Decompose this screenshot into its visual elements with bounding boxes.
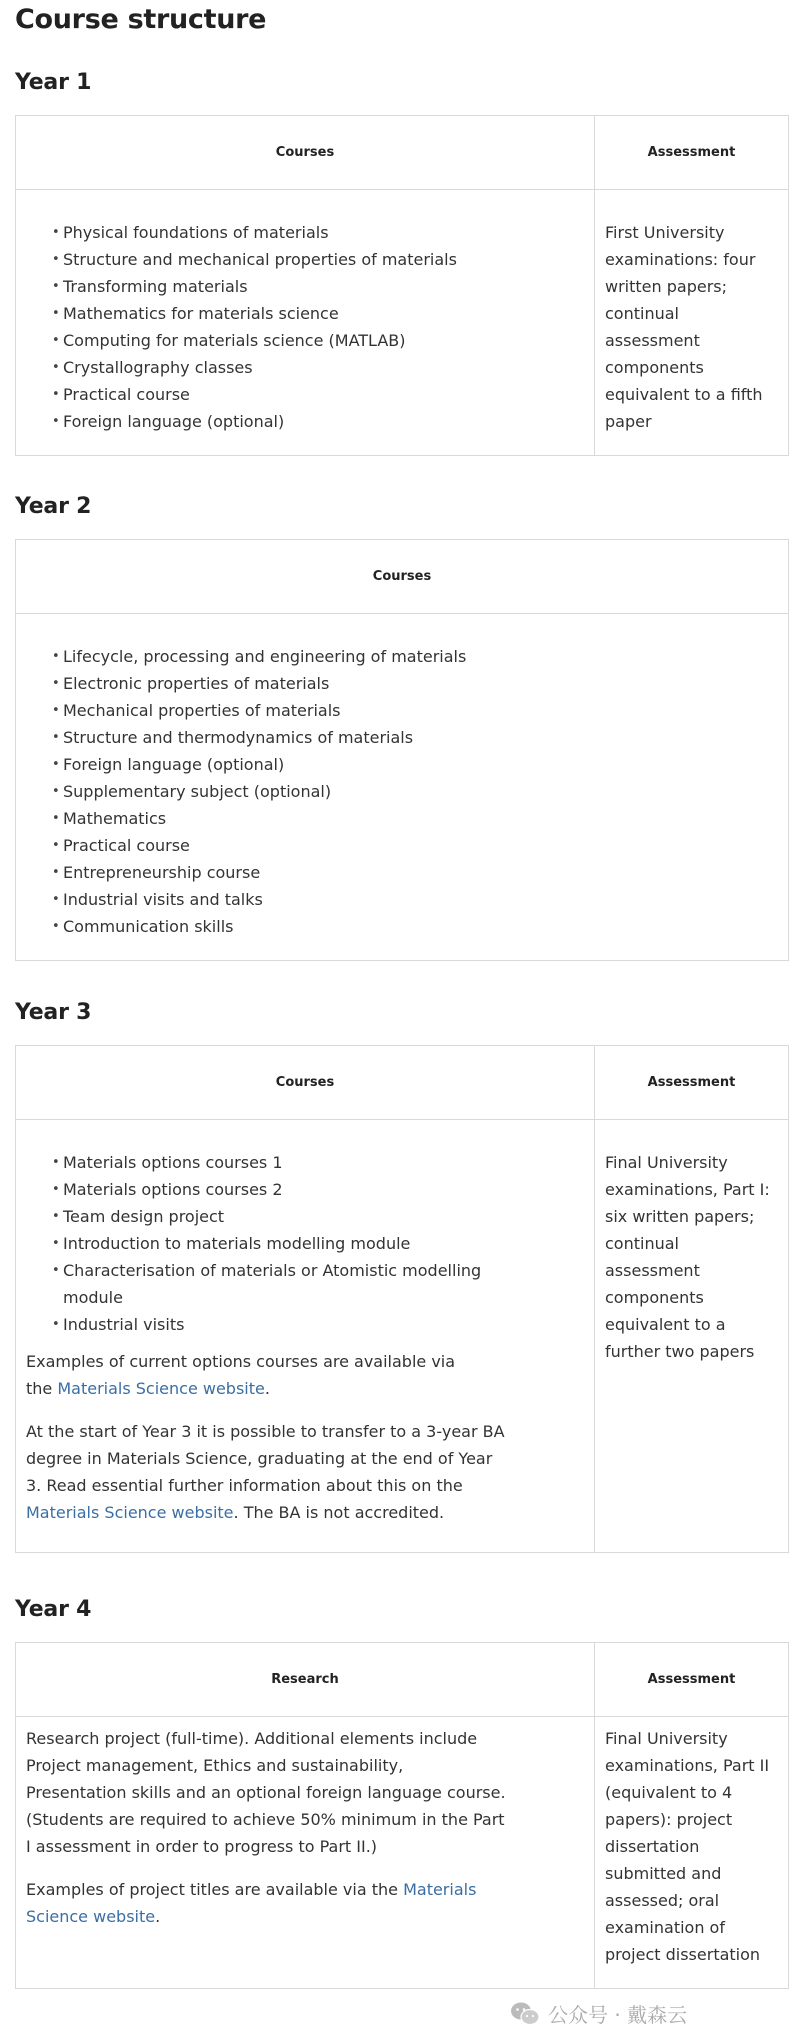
options-note — [26, 1348, 466, 1402]
course-item: • Crystallography classes — [52, 354, 584, 381]
course-item: • Mathematics for materials science — [52, 300, 584, 327]
course-item: • Materials options courses 1 — [52, 1149, 512, 1176]
course-item: • Industrial visits and talks — [52, 886, 778, 913]
year-4-heading: Year 4 — [15, 1597, 92, 1622]
course-item: • Physical foundations of materials — [52, 219, 584, 246]
courses-header: Courses — [16, 116, 595, 190]
course-item: • Communication skills — [52, 913, 778, 940]
courses-cell — [16, 190, 595, 456]
course-list — [26, 219, 584, 435]
course-item: • Computing for materials science (MATLAB) — [52, 327, 584, 354]
course-item: • Structure and thermodynamics of materials — [52, 724, 778, 751]
course-item: • Mathematics — [52, 805, 778, 832]
course-item: • Electronic properties of materials — [52, 670, 778, 697]
year-3-heading: Year 3 — [15, 1000, 92, 1025]
materials-science-link[interactable]: Materials Science website — [26, 1880, 477, 1926]
course-item: • Introduction to materials modelling module — [52, 1230, 512, 1257]
watermark-text: 公众号 · 戴森云 — [548, 2003, 688, 2027]
course-item: • Mechanical properties of materials — [52, 697, 778, 724]
project-examples-note — [26, 1876, 486, 1930]
course-item: • Foreign language (optional) — [52, 751, 778, 778]
assessment-header: Assessment — [595, 1643, 789, 1717]
research-header: Research — [16, 1643, 595, 1717]
project-examples-end: . — [155, 1907, 161, 1926]
assessment-header: Assessment — [595, 116, 789, 190]
watermark — [510, 1999, 687, 2028]
project-examples-text: Examples of project titles are available via the — [26, 1880, 404, 1899]
materials-science-link[interactable]: Materials Science website — [26, 1503, 234, 1522]
course-item: • Transforming materials — [52, 273, 584, 300]
options-note-end: . — [264, 1379, 270, 1398]
course-item: • Industrial visits — [52, 1311, 512, 1338]
page-title: Course structure — [15, 4, 267, 35]
year-4-table — [15, 1642, 789, 1989]
course-item: • Structure and mechanical properties of materials — [52, 246, 584, 273]
ba-transfer-text: At the start of Year 3 it is possible to transfer to a 3-year BA degree in Materials Science, graduating at the end of Year 3. Read essential further information about this on the — [26, 1422, 505, 1495]
assessment-cell: First University examinations: four written papers; continual assessment components equivalent to a fifth paper — [595, 190, 789, 456]
course-list — [26, 643, 778, 940]
year-1-table — [15, 115, 789, 456]
courses-cell — [16, 614, 789, 961]
course-item: • Team design project — [52, 1203, 512, 1230]
year-1-heading: Year 1 — [15, 70, 92, 95]
course-item: • Foreign language (optional) — [52, 408, 584, 435]
course-item: • Characterisation of materials or Atomistic modelling module — [52, 1257, 512, 1311]
options-note-text: Examples of current options courses are available via the — [26, 1352, 456, 1398]
materials-science-link[interactable]: Materials Science website — [57, 1379, 265, 1398]
course-list — [26, 1149, 512, 1338]
courses-header: Courses — [16, 1046, 595, 1120]
course-item: • Materials options courses 2 — [52, 1176, 512, 1203]
year-3-table — [15, 1045, 789, 1553]
ba-transfer-end: . The BA is not accredited. — [233, 1503, 445, 1522]
wechat-icon — [510, 2001, 540, 2027]
courses-cell — [16, 1120, 595, 1553]
assessment-cell: Final University examinations, Part II (equivalent to 4 papers): project dissertation submitted and assessed; oral examination of project dissertation — [595, 1717, 789, 1989]
research-description: Research project (full-time). Additional elements include Project management, Ethics and sustainability, Presentation skills and an optional foreign language course. (Students are required to achieve 50% minimum in the Part I assessment in order to progress to Part II.) — [26, 1729, 506, 1856]
courses-header: Courses — [16, 540, 789, 614]
assessment-cell: Final University examinations, Part I: six written papers; continual assessment components equivalent to a further two papers — [595, 1120, 789, 1553]
course-item: • Practical course — [52, 381, 584, 408]
year-2-heading: Year 2 — [15, 494, 92, 519]
assessment-header: Assessment — [595, 1046, 789, 1120]
research-cell — [16, 1717, 595, 1989]
course-item: • Supplementary subject (optional) — [52, 778, 778, 805]
course-item: • Lifecycle, processing and engineering of materials — [52, 643, 778, 670]
ba-transfer-note — [26, 1418, 506, 1526]
course-item: • Entrepreneurship course — [52, 859, 778, 886]
year-2-table — [15, 539, 789, 961]
course-item: • Practical course — [52, 832, 778, 859]
